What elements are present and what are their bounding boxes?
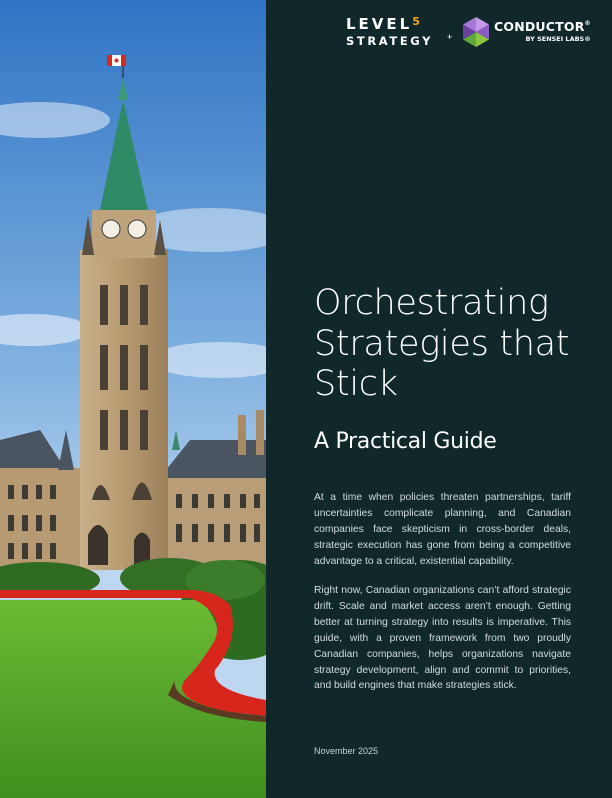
publication-date: November 2025	[314, 746, 379, 756]
partner-logos	[346, 16, 606, 56]
plus-separator: +	[447, 32, 453, 42]
title-line: Strategies that	[314, 323, 570, 364]
level5-strategy-logo: LEVEL$^5$ STRATEGY	[346, 15, 434, 48]
page-title	[314, 283, 604, 405]
conductor-logo: CONDUCTOR® BY SENSEI LABS®	[494, 19, 591, 43]
subtitle: A Practical Guide	[314, 429, 497, 454]
intro-paragraph: At a time when policies threaten partnerships, tariff uncertainties complicate planning, and Canadian companies face skepticism in cross-border deals, strategic execution has gone from being a competitive advantage to a critical, existential capability.	[314, 492, 571, 567]
cover-panel	[266, 0, 612, 798]
title-line: Orchestrating	[314, 283, 549, 323]
conductor-hexagon-icon	[462, 17, 490, 47]
body-paragraph: Right now, Canadian organizations can’t afford strategic drift. Scale and market access aren’t enough. Getting better at turning strategy into results is imperative. This guide, with a proven framework from two proudly Canadian companies, helps organizations navigate strategy development, align and commit to priorities, and build engines that make strategies stick.	[314, 585, 571, 692]
cover-photo-parliament-peace-tower	[0, 0, 266, 798]
title-line: Stick	[314, 364, 398, 404]
